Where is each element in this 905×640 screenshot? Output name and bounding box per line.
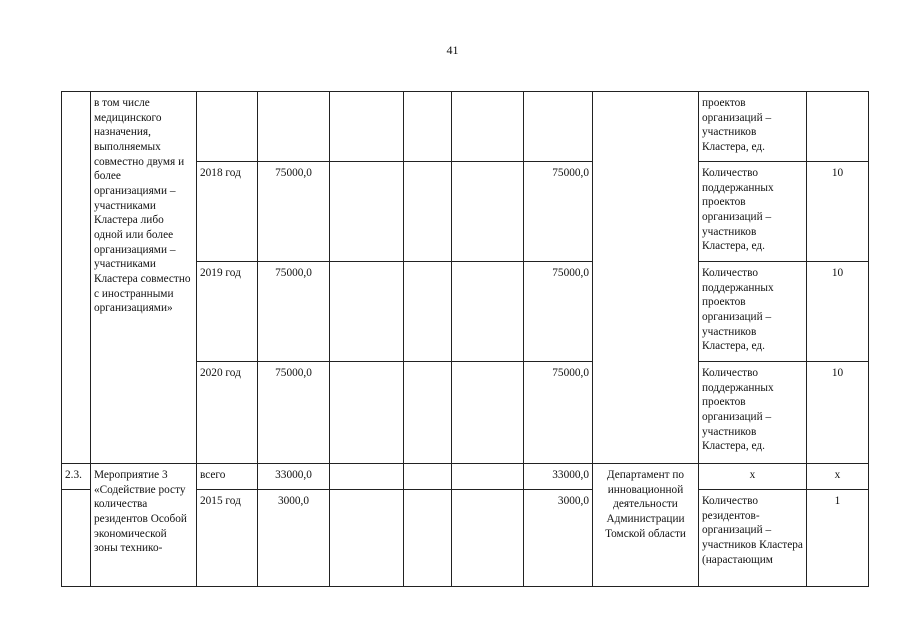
- total-cell: 75000,0: [258, 162, 330, 262]
- federal-cell: [330, 362, 404, 464]
- year-cell: 2020 год: [197, 362, 258, 464]
- total-cell: 33000,0: [258, 464, 330, 490]
- regional-cell: [404, 262, 452, 362]
- total-cell: 3000,0: [258, 490, 330, 587]
- indicator-cell: проектов организаций – участников Кластера, ед.: [699, 92, 807, 162]
- year-cell: 2015 год: [197, 490, 258, 587]
- regional-cell: [404, 162, 452, 262]
- indicator-cell: Количество поддержанных проектов организаций – участников Кластера, ед.: [699, 362, 807, 464]
- indicator-cell: х: [699, 464, 807, 490]
- indicator-cell: Количество поддержанных проектов организаций – участников Кластера, ед.: [699, 162, 807, 262]
- budget-table: [61, 91, 869, 587]
- num-cell: 2.3.: [62, 464, 91, 490]
- extrabudget-cell: 3000,0: [524, 490, 593, 587]
- extrabudget-cell: 75000,0: [524, 162, 593, 262]
- target-cell: 10: [807, 262, 869, 362]
- measure-description-cell: в том числе медицинского назначения, выполняемых совместно двумя и более организациями – участниками Кластера либо одной или более организациями – участниками Кластера совместно с иностранными организациями»: [91, 92, 197, 464]
- page-number: 41: [446, 43, 459, 57]
- local-cell: [452, 464, 524, 490]
- total-cell: 75000,0: [258, 262, 330, 362]
- regional-cell: [404, 464, 452, 490]
- target-cell: 10: [807, 362, 869, 464]
- total-cell: 75000,0: [258, 362, 330, 464]
- federal-cell: [330, 490, 404, 587]
- indicator-cell: Количество резидентов-организаций – участников Кластера (нарастающим: [699, 490, 807, 587]
- year-cell: 2018 год: [197, 162, 258, 262]
- local-cell: [452, 162, 524, 262]
- target-cell: 10: [807, 162, 869, 262]
- measure-description-cell: Мероприятие 3 «Содействие росту количества резидентов Особой экономической зоны технико-: [91, 464, 197, 587]
- indicator-cell: Количество поддержанных проектов организаций – участников Кластера, ед.: [699, 262, 807, 362]
- num-cell-empty: [62, 92, 91, 464]
- table-row: [62, 464, 869, 490]
- local-cell: [452, 92, 524, 162]
- regional-cell: [404, 92, 452, 162]
- table-row: [62, 92, 869, 162]
- federal-cell: [330, 92, 404, 162]
- extrabudget-cell: [524, 92, 593, 162]
- federal-cell: [330, 162, 404, 262]
- executor-cell-empty: [593, 92, 699, 464]
- target-cell: 1: [807, 490, 869, 587]
- target-cell: [807, 92, 869, 162]
- extrabudget-cell: 33000,0: [524, 464, 593, 490]
- executor-cell: Департамент по инновационной деятельности Администрации Томской области: [593, 464, 699, 587]
- total-cell: [258, 92, 330, 162]
- regional-cell: [404, 362, 452, 464]
- year-cell: 2019 год: [197, 262, 258, 362]
- year-cell: [197, 92, 258, 162]
- federal-cell: [330, 464, 404, 490]
- local-cell: [452, 262, 524, 362]
- local-cell: [452, 362, 524, 464]
- year-cell: всего: [197, 464, 258, 490]
- regional-cell: [404, 490, 452, 587]
- num-cell-empty: [62, 490, 91, 587]
- extrabudget-cell: 75000,0: [524, 362, 593, 464]
- federal-cell: [330, 262, 404, 362]
- extrabudget-cell: 75000,0: [524, 262, 593, 362]
- target-cell: х: [807, 464, 869, 490]
- local-cell: [452, 490, 524, 587]
